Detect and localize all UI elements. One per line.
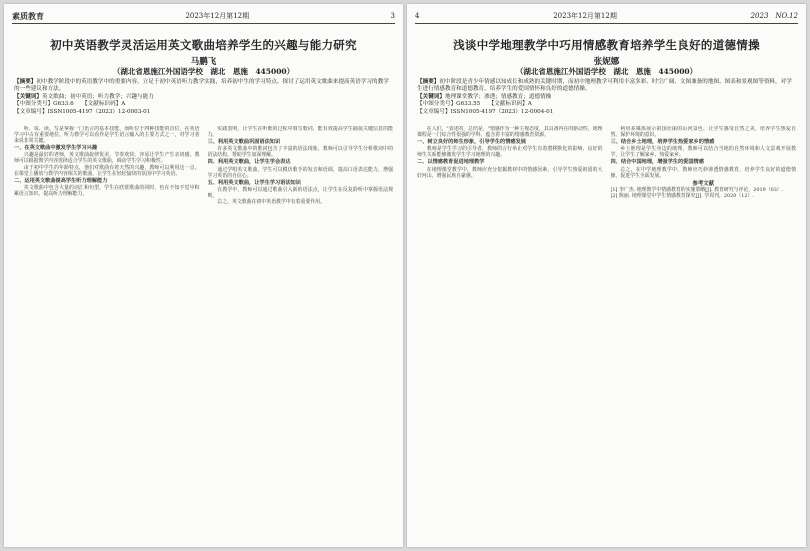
article-author: 马鹏飞 <box>190 57 217 67</box>
issue-date: 2023年12月第12期 <box>553 12 617 20</box>
body-paragraph: 许多英文歌曲中的歌词包含了丰富的语法现象，教师可以引导学生分析歌词中的语法结构，帮助学生加深理解。 <box>207 146 393 159</box>
keywords: 【关键词】地理课堂教学；渗透；情感教育；道德情操 <box>417 93 552 100</box>
left-page-header <box>12 9 395 24</box>
page-number: 4 <box>415 12 420 20</box>
body-paragraph: 教师是学生学习的引导者，教师的言行举止对学生有着潜移默化的影响，良好的师生关系能够激发学生学习地理的兴趣。 <box>417 146 603 159</box>
body-paragraph: 听、说、读、写是掌握一门语言的基本技能，而听位于四种技能的首位，在英语学习中占有重要地位。听力教学可以看作是学生语言输入的主要方式之一，对学习者来说非常关键。 <box>14 126 200 145</box>
body-paragraph: 英文歌曲中包含大量的词汇和句型，学生在欣赏歌曲的同时，也在不知不觉中积累语言知识，提高听力理解能力。 <box>14 184 200 197</box>
article-number: 【文章编号】ISSN1005-4197（2023）12-0004-01 <box>417 108 554 115</box>
body-paragraph: 总之，英文歌曲在初中英语教学中有着重要作用。 <box>217 199 325 206</box>
body-paragraph: 利用多媒体展示祖国壮丽的山河景色，让学生感受自然之美，培养学生热爱自然、保护环境的意识。 <box>610 126 796 139</box>
section-heading: 四、结合中国地理，增强学生的爱国情感 <box>610 159 704 166</box>
section-heading: 三、结合乡土地理，培养学生热爱家乡的情感 <box>610 139 715 146</box>
issue-date: 2023年12月第12期 <box>185 12 250 20</box>
body-paragraph: 由于初中学生的年龄特点，他们对歌曲有着天然的兴趣，教师可以利用这一点，在课堂上播放与教学内容相关的歌曲，让学生在轻松愉快的氛围中学习英语。 <box>14 164 200 177</box>
reference-entry: [1] 李广杰. 地理教学中情感教育的实施策略[J]. 教育研究与评论，2019（03）. <box>610 186 784 193</box>
references-title: 参考文献 <box>692 180 715 187</box>
article-meta <box>417 79 796 116</box>
body-paragraph: 在教学中，教师可以通过歌曲引入新的语法点，让学生在反复聆听中掌握语法规则。 <box>207 186 393 199</box>
body-column-2-text <box>611 126 797 179</box>
body-column-1 <box>14 126 200 541</box>
journal-spread <box>4 4 806 547</box>
section-heading: 四、利用英文歌曲，让学生学会表达 <box>207 159 291 166</box>
author-affiliation: （湖北省恩施江外国语学校 湖北 恩施 445000） <box>112 67 295 76</box>
article-title: 浅谈中学地理教学中巧用情感教育培养学生良好的道德情操 <box>453 38 760 52</box>
body-paragraph: 在人们，"表述的，总结是，"情感作为一种主观态度，其具备内在的驱动性，地理课程是一门综合性很强的学科，蕴含着丰富的情感教育资源。 <box>417 126 603 139</box>
references-list <box>611 187 797 199</box>
issue-number: 2023 NO.12 <box>750 12 798 20</box>
body-paragraph: 乡土地理是学生身边的地理，教师可以结合当地的自然环境和人文景观开展教学，让学生了解家乡、热爱家乡。 <box>610 146 796 159</box>
body-column-2 <box>208 126 394 541</box>
section-heading: 一、在英文歌曲中激发学生学习兴趣 <box>14 145 98 152</box>
author-affiliation: （湖北省恩施江外国语学校 湖北 恩施 445000） <box>515 67 698 76</box>
section-heading: 一、树立良好的师生形象，引导学生的情感发展 <box>417 139 526 146</box>
body-paragraph: 在地理课堂教学中，教师应充分挖掘教材中的情感因素，引导学生热爱祖国的大好河山，增强民族自豪感。 <box>417 166 603 179</box>
abstract: 【摘要】初中教学阶段中的英语教学中的重要内容，立足于初中英语听力教学实践，培养初中生的学习特点。探讨了运用英文歌曲来提高英语学习的教学的一些建议和方法。 <box>14 79 389 93</box>
keywords: 【关键词】英文歌曲；初中英语；听力教学；兴趣与能力 <box>14 93 154 100</box>
article-author: 张妮娜 <box>593 57 620 67</box>
section-heading: 二、运用英文歌曲提高学生听力理解能力 <box>14 177 108 184</box>
article-meta <box>14 79 393 116</box>
left-page <box>4 4 403 547</box>
body-paragraph: 通过学唱英文歌曲，学生可以模仿歌手的发音和语调，提高口语表达能力，增强学习英语的自信心。 <box>207 166 393 179</box>
section-heading: 三、利用英文歌曲巩固语法知识 <box>207 139 281 146</box>
body-column-1 <box>417 126 603 541</box>
classification: 【中图分类号】G633.55 【文献标识码】A <box>417 101 532 108</box>
body-columns <box>14 126 393 541</box>
journal-brand: 素质教育 <box>12 11 44 21</box>
body-paragraph: 兴趣是最好的老师，英文歌曲旋律优美，节奏欢快，容易让学生产生亲切感，教师可以根据教学内容选择适合学生的英文歌曲，调动学生学习积极性。 <box>14 152 200 165</box>
abstract: 【摘要】初中阶段是青少年情感以知成长和成熟的关键时期，而初中地理教学可利用丰富多彩、时空广阔、文图兼备的地图、图表和景观图等资料，对学生进行情感教育和道德教育，培养学生的爱国情怀和良好的道德情操。 <box>417 79 792 93</box>
page-number: 3 <box>390 12 395 20</box>
body-paragraph: 总之，在中学地理教学中，教师应巧妙渗透情感教育，培养学生良好的道德情操，促进学生全面发展。 <box>610 166 796 179</box>
right-page <box>407 4 806 547</box>
section-heading: 二、以情感教育促进地理教学 <box>417 159 485 166</box>
body-column-2 <box>611 126 797 541</box>
article-number: 【文章编号】ISSN1005-4197（2023）12-0003-01 <box>14 108 151 115</box>
body-columns <box>417 126 796 541</box>
right-page-header <box>415 9 798 24</box>
reference-entry: [2] 陈丽. 地理课堂中学生情感教育探究[J]. 学周刊，2020（12）. <box>610 192 754 199</box>
section-heading: 五、利用英文歌曲，让学生学习语法知识 <box>207 179 301 186</box>
body-paragraph: 实践表明，让学生在听歌的过程中填写歌词，能有效提高学生捕捉关键信息的能力。 <box>207 126 393 139</box>
article-title: 初中英语教学灵活运用英文歌曲培养学生的兴趣与能力研究 <box>50 38 357 52</box>
classification: 【中图分类号】G633.6 【文献标识码】A <box>14 101 126 108</box>
